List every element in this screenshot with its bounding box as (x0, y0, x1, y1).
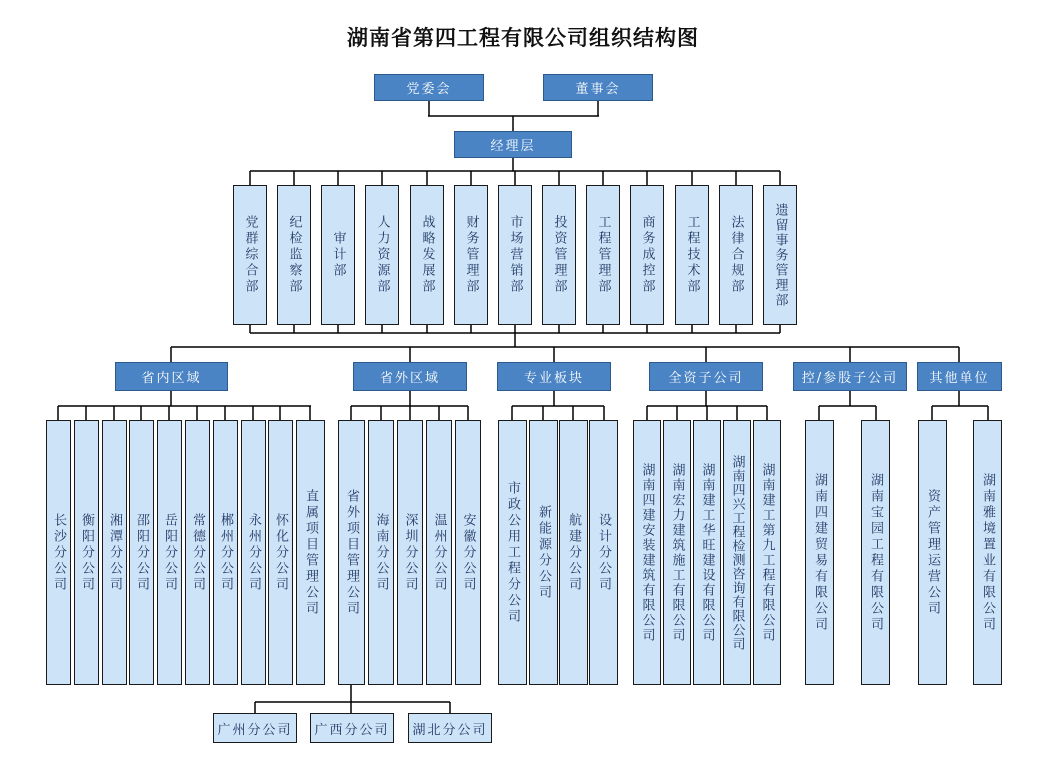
department-box: 工程技术部 (675, 185, 709, 325)
department-box: 市场营销部 (498, 185, 532, 325)
department-box: 人力资源部 (365, 185, 399, 325)
sub-branch-box: 广西分公司 (310, 713, 394, 743)
branch-box: 怀化分公司 (268, 420, 293, 685)
department-box: 党群综合部 (233, 185, 267, 325)
branch-box: 湖南宏力建筑施工有限公司 (663, 420, 691, 685)
branch-box: 设计分公司 (589, 420, 618, 685)
party-committee-box: 党委会 (374, 74, 484, 101)
branch-box: 湖南四建安装建筑有限公司 (633, 420, 661, 685)
department-box: 商务成控部 (630, 185, 664, 325)
department-box: 投资管理部 (542, 185, 576, 325)
branch-box: 湖南四建贸易有限公司 (805, 420, 834, 685)
branch-box: 深圳分公司 (397, 420, 423, 685)
branch-box: 邵阳分公司 (129, 420, 154, 685)
branch-box: 永州分公司 (241, 420, 266, 685)
branch-box: 湖南宝园工程有限公司 (861, 420, 890, 685)
branch-box: 湖南雅境置业有限公司 (973, 420, 1002, 685)
branch-box: 湘潭分公司 (102, 420, 127, 685)
branch-box: 常德分公司 (185, 420, 210, 685)
category-box: 专业板块 (497, 362, 611, 391)
branch-box: 资产管理运营公司 (918, 420, 947, 685)
category-box: 其他单位 (917, 362, 1002, 391)
branch-box: 新能源分公司 (529, 420, 558, 685)
chart-title: 湖南省第四工程有限公司组织结构图 (347, 26, 699, 50)
category-box: 全资子公司 (649, 362, 763, 391)
category-box: 省外区域 (353, 362, 467, 391)
department-box: 财务管理部 (454, 185, 488, 325)
department-box: 审计部 (321, 185, 355, 325)
board-box: 董事会 (543, 74, 653, 101)
sub-branch-box: 湖北分公司 (408, 713, 492, 743)
branch-box: 市政公用工程分公司 (498, 420, 527, 685)
department-box: 遗留事务管理部 (763, 185, 797, 325)
department-box: 战略发展部 (410, 185, 444, 325)
category-box: 省内区域 (115, 362, 228, 391)
branch-box: 安徽分公司 (455, 420, 481, 685)
branch-box: 航建分公司 (559, 420, 588, 685)
department-box: 工程管理部 (586, 185, 620, 325)
department-box: 纪检监察部 (277, 185, 311, 325)
branch-box: 温州分公司 (426, 420, 452, 685)
branch-box: 湖南建工华旺建设有限公司 (693, 420, 721, 685)
branch-box: 直属项目管理公司 (296, 420, 325, 685)
department-box: 法律合规部 (719, 185, 753, 325)
branch-box: 长沙分公司 (46, 420, 71, 685)
branch-box: 湖南建工第九工程有限公司 (753, 420, 781, 685)
branch-box: 海南分公司 (368, 420, 394, 685)
branch-box: 衡阳分公司 (74, 420, 99, 685)
branch-box: 省外项目管理公司 (338, 420, 365, 685)
category-box: 控/参股子公司 (793, 362, 907, 391)
branch-box: 郴州分公司 (213, 420, 238, 685)
branch-box: 湖南四兴工程检测咨询有限公司 (723, 420, 751, 685)
branch-box: 岳阳分公司 (157, 420, 182, 685)
sub-branch-box: 广州分公司 (213, 713, 297, 743)
management-box: 经理层 (454, 131, 572, 158)
